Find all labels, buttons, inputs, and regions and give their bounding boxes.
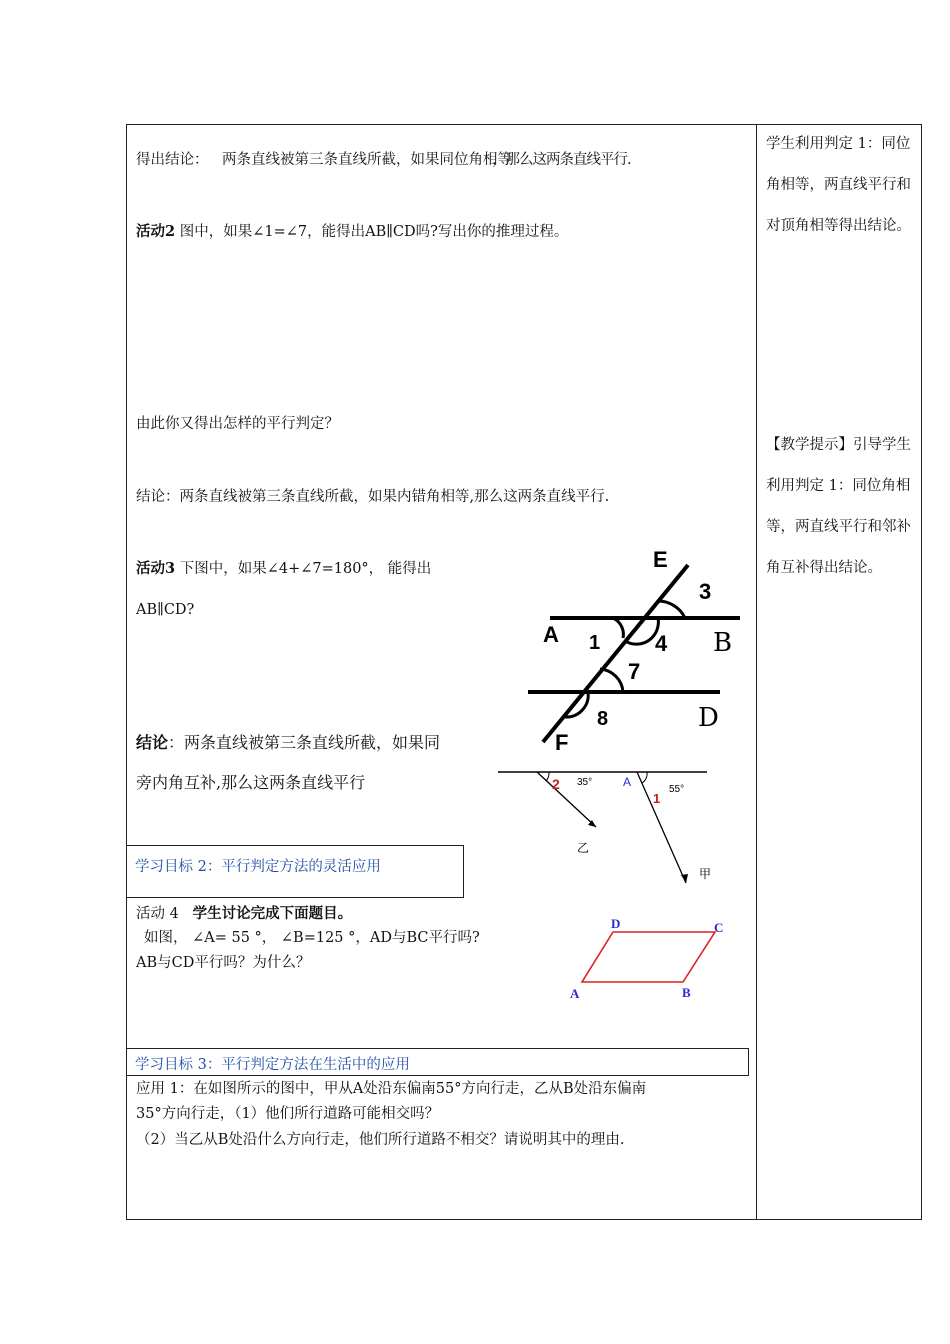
direction-figure [497, 765, 712, 890]
learning-goal-2 [126, 845, 464, 898]
question: 由此你又得出怎样的平行判定？ [136, 416, 339, 432]
angle-3-arc [657, 601, 685, 618]
label-b: B [713, 628, 733, 658]
activity-4-question-2: AB与CD平行吗？为什么？ [136, 955, 311, 971]
label-jia: 甲 [699, 867, 712, 881]
label-8: 8 [597, 708, 609, 730]
angle-7-arc [600, 669, 623, 692]
label-yi: 乙 [577, 841, 590, 855]
label-3: 3 [699, 579, 712, 604]
conclusion-cointerior-b: 旁内角互补,那么这两条直线平行 [136, 773, 366, 792]
learning-goal-3-text: 学习目标 3：平行判定方法在生活中的应用 [135, 1057, 410, 1073]
activity-2-label: 活动2 [136, 223, 176, 240]
activity-3-text-2: AB∥CD? [136, 602, 195, 618]
activity-4 [136, 904, 352, 924]
side-note-2: 【教学提示】引导学生利用判定 1：同位角相等，两直线平行和邻补角互补得出结论。 [766, 437, 911, 576]
activity-4-question-1: 如图， ∠A= 55 °， ∠B=125 °，AD与BC平行吗? [144, 930, 480, 946]
angle-1-arc [613, 618, 623, 638]
overlap-text-a: 两条直线被第三条直线所截，如果同位角相等 [222, 152, 512, 168]
conclusion-prefix: 得出结论： [136, 152, 209, 168]
overlap-text-b [222, 150, 631, 170]
learning-goal-2-text: 学习目标 2：平行判定方法的灵活应用 [135, 859, 381, 875]
conclusion-label: 结论 [136, 733, 169, 752]
vertex-d: D [611, 916, 621, 931]
label-1-small: 1 [653, 791, 661, 806]
label-7: 7 [628, 659, 641, 684]
conclusion-line-1 [136, 150, 209, 170]
conclusion-alternate: 结论：两条直线被第三条直线所截，如果内错角相等,那么这两条直线平行. [136, 489, 610, 505]
parallelogram-figure [565, 912, 730, 1002]
application-1-line-1: 应用 1：在如图所示的图中，甲从A处沿东偏南55°方向行走，乙从B处沿东偏南 [136, 1081, 647, 1097]
conclusion-cointerior-a: ：两条直线被第三条直线所截，如果同 [168, 733, 441, 752]
angle-2-arc [546, 772, 549, 781]
label-a-small: A [623, 775, 632, 789]
label-2: 2 [552, 776, 560, 792]
label-4: 4 [655, 631, 668, 656]
side-note-1: 学生利用判定 1：同位角相等，两直线平行和对顶角相等得出结论。 [766, 136, 911, 234]
vertex-b: B [682, 985, 691, 1000]
activity-4-text: 学生讨论完成下面题目。 [192, 905, 353, 922]
arrow-jia-icon [681, 874, 688, 883]
column-divider [756, 124, 757, 1220]
label-e: E [653, 547, 668, 572]
overlap-text-b-tail: ，那么这两条直线平行. [492, 152, 631, 168]
label-35: 35° [577, 777, 593, 788]
label-55: 55° [669, 784, 685, 795]
label-a: A [543, 622, 559, 647]
label-f: F [555, 730, 569, 755]
conclusion-cointerior [136, 733, 440, 753]
activity-3-label: 活动3 [136, 560, 176, 577]
vertex-c: C [714, 920, 724, 935]
parallel-lines-figure [525, 545, 745, 760]
activity-4-label: 活动 4 [136, 906, 179, 922]
angle-1-arc-small [642, 772, 647, 783]
activity-3-text: 下图中，如果∠4+∠7=180°， 能得出 [179, 561, 432, 577]
vertex-a: A [570, 986, 580, 1001]
label-d: D [698, 703, 719, 733]
label-1: 1 [589, 632, 601, 654]
activity-2 [136, 222, 568, 242]
application-1-line-3: （2）当乙从B处沿什么方向行走，他们所行道路不相交？请说明其中的理由. [136, 1132, 625, 1148]
activity-2-text: 图中，如果∠1=∠7，能得出AB∥CD吗?写出你的推理过程。 [179, 224, 569, 240]
learning-goal-3 [126, 1048, 749, 1076]
application-1-line-2: 35°方向行走，（1）他们所行道路可能相交吗？ [136, 1106, 440, 1122]
activity-3 [136, 559, 431, 579]
parallelogram-abcd [582, 932, 715, 982]
